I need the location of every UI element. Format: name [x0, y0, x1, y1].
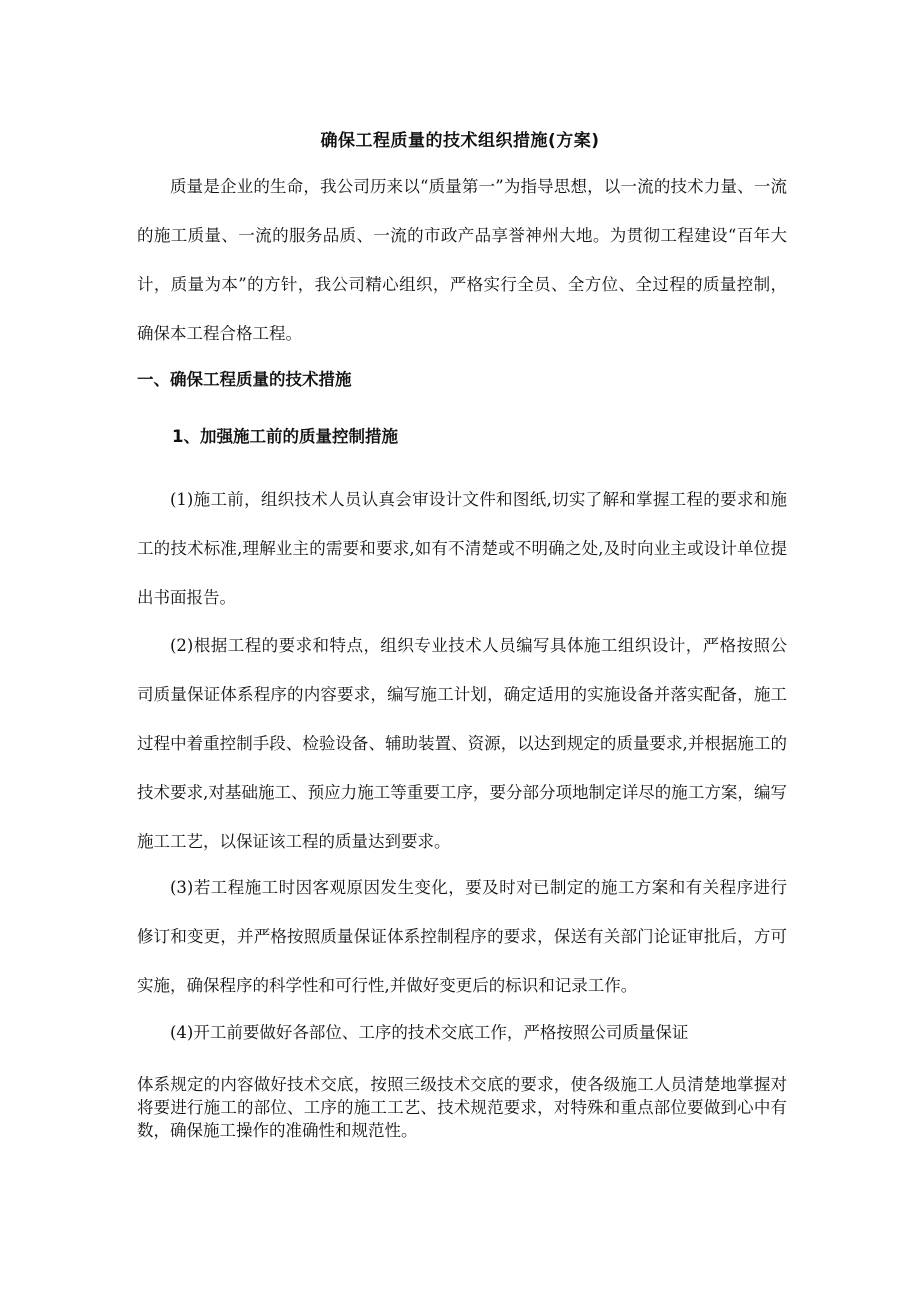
list-item-3: (3)若工程施工时因客观原因发生变化，要及时对已制定的施工方案和有关程序进行修订和变更，并严格按照质量保证体系控制程序的要求，保送有关部门论证审批后，方可实施，确保程序的科学性和可行性,并做好变更后的标识和记录工作。 — [137, 878, 787, 995]
intro-paragraph: 质量是企业的生命，我公司历来以“质量第一”为指导思想，以一流的技术力量、一流的施工质量、一流的服务品质、一流的市政产品享誉神州大地。为贯彻工程建设“百年大计，质量为本”的方针，我公司精心组织，严格实行全员、全方位、全过程的质量控制，确保本工程合格工程。 — [137, 177, 787, 343]
list-item-4: (4)开工前要做好各部位、工序的技术交底工作，严格按照公司质量保证 — [170, 1023, 689, 1042]
continuation-paragraph: 体系规定的内容做好技术交底，按照三级技术交底的要求，使各级施工人员清楚地掌握对将要进行施工的部位、工序的施工工艺、技术规范要求，对特殊和重点部位要做到心中有数，确保施工操作的准确性和规范性。 — [137, 1075, 787, 1140]
document-title: 确保工程质量的技术组织措施(方案) — [320, 131, 600, 151]
list-item-1: (1)施工前，组织技术人员认真会审设计文件和图纸,切实了解和掌握工程的要求和施工的技术标准,理解业主的需要和要求,如有不清楚或不明确之处,及时向业主或设计单位提出书面报告。 — [137, 490, 787, 607]
subsection-heading: 1、加强施工前的质量控制措施 — [172, 427, 398, 446]
list-item-2: (2)根据工程的要求和特点，组织专业技术人员编写具体施工组织设计，严格按照公司质量保证体系程序的内容要求，编写施工计划，确定适用的实施设备并落实配备，施工过程中着重控制手段、检验设备、辅助装置、资源，以达到规定的质量要求,并根据施工的技术要求,对基础施工、预应力施工等重要工序，要分部分项地制定详尽的施工方案，编写施工工艺，以保证该工程的质量达到要求。 — [137, 636, 787, 851]
section-heading: 一、确保工程质量的技术措施 — [137, 370, 352, 389]
